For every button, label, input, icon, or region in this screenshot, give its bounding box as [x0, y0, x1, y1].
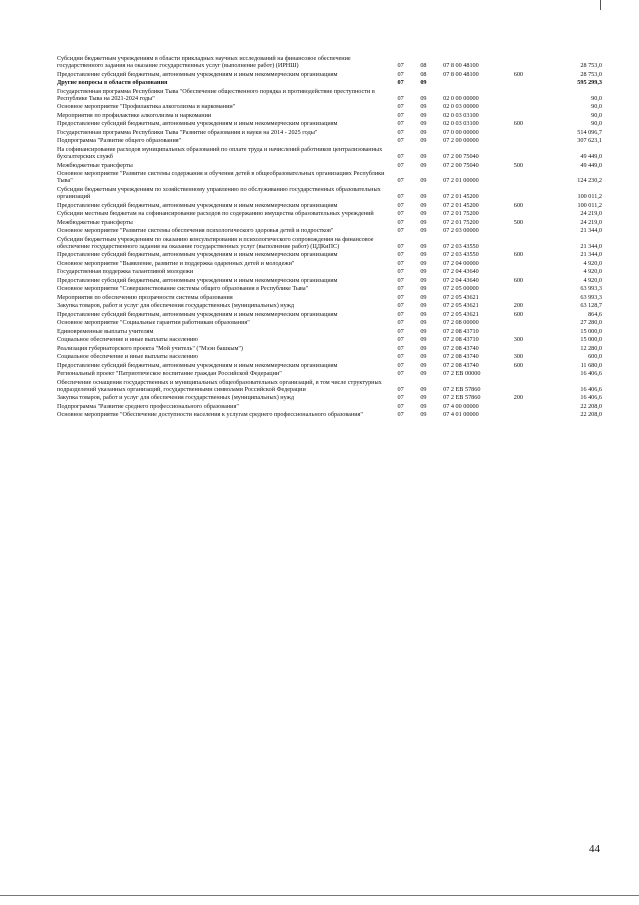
- row-section: 07: [397, 251, 404, 259]
- row-section: 07: [397, 302, 404, 310]
- page-number: 44: [589, 843, 600, 855]
- row-subsection: 09: [420, 193, 427, 201]
- row-subsection: 09: [420, 120, 427, 128]
- row-section: 07: [397, 310, 404, 318]
- row-expense-type: [514, 137, 545, 146]
- table-row: [57, 88, 602, 104]
- row-subsection: 09: [420, 293, 427, 301]
- row-name: Региональный проект "Патриотическое воспитание граждан Российской Федерации": [57, 370, 282, 378]
- row-expense-type: [514, 79, 545, 88]
- table-row: [57, 353, 602, 362]
- table-row: [57, 120, 602, 129]
- table-row: [57, 277, 602, 286]
- row-name: Межбюджетные трансферты: [57, 218, 133, 226]
- row-expense-type: [514, 88, 545, 104]
- row-section: 07: [397, 327, 404, 335]
- row-name: Основное мероприятие "Профилактика алкоголизма и наркомании": [57, 103, 236, 111]
- row-expense-type: [514, 170, 545, 186]
- row-subsection: 09: [420, 153, 427, 161]
- row-expense-type: 200: [513, 394, 523, 402]
- row-expense-type: [514, 379, 545, 395]
- table-row: [57, 210, 602, 219]
- row-expense-type: [514, 112, 545, 121]
- row-amount: 15 000,0: [580, 336, 602, 344]
- row-expense-type: [514, 268, 545, 277]
- row-section: 07: [397, 70, 404, 78]
- row-name: На софинансирование расходов муниципальных образований по оплате труда и начислений работников централизованных бухгалтерских служб: [57, 145, 383, 161]
- row-name: Предоставление субсидий бюджетным, автономным учреждениям и иным некоммерческим организациям: [57, 120, 338, 128]
- row-amount: 90,0: [591, 111, 602, 119]
- row-subsection: 09: [420, 103, 427, 111]
- row-target-article: 07 2 00 00000: [443, 137, 479, 145]
- row-amount: 49 449,0: [580, 161, 602, 169]
- row-subsection: 09: [420, 402, 427, 410]
- row-amount: 100 011,2: [577, 201, 602, 209]
- row-name: Предоставление субсидий бюджетным, автономным учреждениям и иным некоммерческим организациям: [57, 276, 338, 284]
- row-section: 07: [397, 128, 404, 136]
- row-target-article: 07 2 00 75040: [443, 161, 479, 169]
- row-amount: 100 011,2: [577, 193, 602, 201]
- row-amount: 16 406,6: [580, 370, 602, 378]
- row-name: Закупка товаров, работ и услуг для обеспечения государственных (муниципальных) нужд: [57, 302, 295, 310]
- row-subsection: 09: [420, 268, 427, 276]
- row-subsection: 08: [420, 62, 427, 70]
- row-section: 07: [397, 242, 404, 250]
- row-target-article: [443, 79, 514, 88]
- row-section: 07: [397, 201, 404, 209]
- table-row: [57, 236, 602, 252]
- row-target-article: 07 4 01 00000: [443, 411, 479, 419]
- row-target-article: 07 2 08 43710: [443, 327, 479, 335]
- row-section: 07: [397, 276, 404, 284]
- row-target-article: 07 2 05 00000: [443, 285, 479, 293]
- row-expense-type: 500: [513, 218, 523, 226]
- row-amount: 15 000,0: [580, 327, 602, 335]
- table-row: [57, 311, 602, 320]
- row-section: 07: [397, 370, 404, 378]
- row-subsection: 09: [420, 319, 427, 327]
- table-row: [57, 379, 602, 395]
- row-subsection: 09: [420, 385, 427, 393]
- row-amount: 11 680,0: [580, 361, 602, 369]
- row-name: Подпрограмма "Развитие общего образования": [57, 137, 182, 145]
- row-name: Предоставление субсидий бюджетным, автономным учреждениям и иным некоммерческим организациям: [57, 201, 338, 209]
- row-section: 07: [397, 120, 404, 128]
- table-row: [57, 103, 602, 112]
- row-expense-type: 600: [513, 361, 523, 369]
- row-amount: 90,0: [591, 94, 602, 102]
- row-expense-type: 600: [513, 120, 523, 128]
- row-subsection: 09: [420, 227, 427, 235]
- row-target-article: 07 2 04 43640: [443, 276, 479, 284]
- row-subsection: 09: [420, 394, 427, 402]
- row-subsection: 09: [420, 218, 427, 226]
- row-target-article: 07 2 05 43621: [443, 302, 479, 310]
- row-name: Основное мероприятие "Развитие системы содержания и обучения детей в общеобразовательных организациях Республики Тыва": [57, 170, 385, 185]
- row-amount: 12 280,0: [580, 344, 602, 352]
- row-name: Единовременные выплаты учителям: [57, 327, 154, 335]
- row-target-article: 07 2 ЕВ 57860: [443, 394, 481, 402]
- row-amount: 63 993,3: [580, 285, 602, 293]
- row-section: 07: [397, 411, 404, 419]
- row-section: 07: [397, 210, 404, 218]
- table-row: [57, 170, 602, 186]
- table-row: [57, 162, 602, 171]
- row-expense-type: [514, 345, 545, 354]
- row-name: Реализация губернаторского проекта "Мой учитель" ("Мээн башкым"): [57, 344, 243, 352]
- row-amount: 4 920,0: [583, 268, 602, 276]
- row-section: 07: [397, 177, 404, 185]
- row-name: Основное мероприятие "Социальные гарантии работникам образования": [57, 319, 250, 327]
- row-expense-type: [514, 370, 545, 379]
- row-expense-type: [514, 260, 545, 269]
- row-amount: 24 219,0: [580, 218, 602, 226]
- row-section: 07: [397, 344, 404, 352]
- row-expense-type: 600: [513, 251, 523, 259]
- row-expense-type: 300: [513, 353, 523, 361]
- row-expense-type: [514, 403, 545, 412]
- row-amount: 28 753,0: [580, 62, 602, 70]
- scan-mark: [600, 0, 601, 10]
- row-section: 07: [397, 285, 404, 293]
- row-name: Государственная программа Республики Тыва "Развитие образования и науки на 2014 - 2025 годы": [57, 128, 318, 136]
- row-subsection: 09: [420, 302, 427, 310]
- row-expense-type: 300: [513, 336, 523, 344]
- row-name: Подпрограмма "Развитие среднего профессионального образования": [57, 402, 239, 410]
- row-name: Государственная программа Республики Тыва "Обеспечение общественного порядка и противодействие преступности в Республике Тыва на 2021-2024 годы": [57, 87, 375, 102]
- row-subsection: 09: [420, 94, 427, 102]
- table-row: [57, 411, 602, 420]
- row-target-article: 07 2 08 43740: [443, 361, 479, 369]
- row-amount: 4 920,0: [583, 259, 602, 267]
- row-amount: 90,0: [591, 120, 602, 128]
- row-target-article: 07 2 01 00000: [443, 177, 479, 185]
- row-amount: 49 449,0: [580, 153, 602, 161]
- row-target-article: 07 2 00 75040: [443, 153, 479, 161]
- row-section: 07: [397, 361, 404, 369]
- row-expense-type: 500: [513, 161, 523, 169]
- row-expense-type: [514, 294, 545, 303]
- row-amount: 595 299,3: [577, 79, 602, 87]
- row-section: 07: [397, 293, 404, 301]
- row-name: Субсидии бюджетным учреждениям по оказанию консультирования и психологического сопровождения на финансовое обеспечение государственного задания на оказание государственных услуг (выполнение работ) (ЦДКиПС): [57, 235, 374, 250]
- row-subsection: 08: [420, 70, 427, 78]
- row-amount: 21 344,0: [580, 227, 602, 235]
- row-expense-type: 600: [513, 310, 523, 318]
- row-section: 07: [397, 137, 404, 145]
- row-subsection: 09: [420, 285, 427, 293]
- table-row: [57, 251, 602, 260]
- row-target-article: 07 8 00 48100: [443, 70, 479, 78]
- budget-table: [57, 55, 602, 420]
- row-section: 07: [397, 161, 404, 169]
- row-target-article: 07 2 01 75200: [443, 218, 479, 226]
- row-target-article: 07 2 05 43621: [443, 310, 479, 318]
- row-section: 07: [397, 153, 404, 161]
- row-amount: 124 230,2: [577, 177, 602, 185]
- row-target-article: 07 2 05 43621: [443, 293, 479, 301]
- row-section: 07: [397, 227, 404, 235]
- row-name: Основное мероприятие "Обеспечение доступности населения к услугам среднего профессионального образования": [57, 411, 363, 419]
- table-row: [57, 285, 602, 294]
- row-target-article: 07 2 08 43740: [443, 353, 479, 361]
- row-amount: 4 920,0: [583, 276, 602, 284]
- row-section: 07: [397, 394, 404, 402]
- row-section: 07: [397, 103, 404, 111]
- row-amount: 63 993,3: [580, 293, 602, 301]
- row-subsection: 09: [420, 161, 427, 169]
- table-row: [57, 71, 602, 80]
- row-section: 07: [397, 79, 404, 87]
- row-subsection: 09: [420, 111, 427, 119]
- row-name: Субсидии бюджетным учреждениям по хозяйственному управлению по обслуживанию государственных образовательных организаций: [57, 185, 381, 201]
- table-row: [57, 129, 602, 138]
- row-name: Мероприятия по профилактике алкоголизма и наркомании: [57, 111, 212, 119]
- table-row: [57, 328, 602, 337]
- table-row: [57, 137, 602, 146]
- row-subsection: 09: [420, 344, 427, 352]
- row-subsection: 09: [420, 361, 427, 369]
- row-expense-type: 200: [513, 302, 523, 310]
- row-name: Предоставление субсидий бюджетным, автономным учреждениям и иным некоммерческим организациям: [57, 310, 338, 318]
- row-subsection: 09: [420, 370, 427, 378]
- table-row: [57, 370, 602, 379]
- row-section: 07: [397, 259, 404, 267]
- bottom-rule: [0, 895, 639, 896]
- row-target-article: 07 2 01 75200: [443, 210, 479, 218]
- row-amount: 16 406,6: [580, 385, 602, 393]
- table-row: [57, 403, 602, 412]
- table-row: [57, 219, 602, 228]
- row-name: Государственная поддержка талантливой молодежи: [57, 268, 194, 276]
- row-expense-type: 600: [513, 70, 523, 78]
- row-amount: 90,0: [591, 103, 602, 111]
- row-expense-type: [514, 328, 545, 337]
- row-section: 07: [397, 218, 404, 226]
- table-row: [57, 394, 602, 403]
- row-target-article: 02 0 00 00000: [443, 94, 479, 102]
- table-row: [57, 227, 602, 236]
- row-name: Социальное обеспечение и иные выплаты населению: [57, 336, 198, 344]
- row-amount: 16 406,6: [580, 394, 602, 402]
- row-subsection: 09: [420, 353, 427, 361]
- row-expense-type: [514, 55, 545, 71]
- row-expense-type: [514, 227, 545, 236]
- row-section: 07: [397, 336, 404, 344]
- row-expense-type: [514, 186, 545, 202]
- row-amount: 63 128,7: [580, 302, 602, 310]
- row-amount: 22 208,0: [580, 402, 602, 410]
- row-amount: 21 344,0: [580, 242, 602, 250]
- table-row: [57, 260, 602, 269]
- row-section: 07: [397, 62, 404, 70]
- row-name: Предоставление субсидий бюджетным, автономным учреждениям и иным некоммерческим организациям: [57, 70, 338, 78]
- row-section: 07: [397, 94, 404, 102]
- row-name: Межбюджетные трансферты: [57, 161, 133, 169]
- row-subsection: 09: [420, 79, 427, 87]
- table-row: [57, 186, 602, 202]
- row-name: Мероприятия по обеспечению прозрачности системы образования: [57, 293, 233, 301]
- row-section: 07: [397, 402, 404, 410]
- table-row: [57, 202, 602, 211]
- row-target-article: 07 2 01 45200: [443, 201, 479, 209]
- row-target-article: 07 4 00 00000: [443, 402, 479, 410]
- row-subsection: 09: [420, 177, 427, 185]
- row-subsection: 09: [420, 251, 427, 259]
- table-row: [57, 362, 602, 371]
- row-amount: 24 219,0: [580, 210, 602, 218]
- row-expense-type: [514, 236, 545, 252]
- row-amount: 864,6: [588, 310, 602, 318]
- row-expense-type: [514, 146, 545, 162]
- row-target-article: 07 2 03 43550: [443, 242, 479, 250]
- row-subsection: 09: [420, 137, 427, 145]
- row-target-article: 07 2 08 00000: [443, 319, 479, 327]
- table-row: [57, 79, 602, 88]
- table-row: [57, 345, 602, 354]
- row-target-article: 02 0 03 03100: [443, 120, 479, 128]
- row-target-article: 07 2 03 43550: [443, 251, 479, 259]
- row-amount: 28 753,0: [580, 70, 602, 78]
- row-target-article: 07 2 08 43740: [443, 344, 479, 352]
- row-name: Предоставление субсидий бюджетным, автономным учреждениям и иным некоммерческим организациям: [57, 361, 338, 369]
- row-amount: 514 096,7: [577, 128, 602, 136]
- row-subsection: 09: [420, 411, 427, 419]
- row-target-article: 07 2 08 43710: [443, 336, 479, 344]
- row-target-article: 07 0 00 00000: [443, 128, 479, 136]
- row-section: 07: [397, 268, 404, 276]
- row-target-article: 02 0 03 00000: [443, 103, 479, 111]
- row-target-article: 07 2 03 00000: [443, 227, 479, 235]
- row-name: Субсидии местным бюджетам на софинансирование расходов по содержанию имущества образовательных учреждений: [57, 210, 374, 218]
- table-row: [57, 112, 602, 121]
- row-target-article: 07 8 00 48100: [443, 62, 479, 70]
- table-row: [57, 55, 602, 71]
- row-section: 07: [397, 319, 404, 327]
- table-row: [57, 294, 602, 303]
- row-expense-type: 600: [513, 201, 523, 209]
- row-target-article: 07 2 04 43640: [443, 268, 479, 276]
- row-target-article: 07 2 ЕВ 00000: [443, 370, 481, 378]
- budget-table-body: [57, 55, 602, 420]
- row-name: Обеспечение оснащения государственных и муниципальных общеобразовательных организаций, в том числе структурных подразделений указанных организаций, государственными символами Российской Федерации: [57, 378, 382, 393]
- row-amount: 600,0: [588, 353, 602, 361]
- row-expense-type: [514, 319, 545, 328]
- row-subsection: 09: [420, 201, 427, 209]
- row-target-article: 02 0 03 03100: [443, 111, 479, 119]
- row-name: Предоставление субсидий бюджетным, автономным учреждениям и иным некоммерческим организациям: [57, 251, 338, 259]
- table-row: [57, 302, 602, 311]
- row-expense-type: [514, 285, 545, 294]
- row-expense-type: [514, 129, 545, 138]
- row-subsection: 09: [420, 242, 427, 250]
- row-expense-type: [514, 103, 545, 112]
- row-name: Основное мероприятие "Развитие системы обеспечения психологического здоровья детей и подростков": [57, 227, 334, 235]
- table-row: [57, 319, 602, 328]
- row-subsection: 09: [420, 327, 427, 335]
- row-expense-type: [514, 210, 545, 219]
- row-name: Другие вопросы в области образования: [57, 79, 168, 87]
- row-target-article: 07 2 ЕВ 57860: [443, 385, 481, 393]
- row-section: 07: [397, 385, 404, 393]
- row-subsection: 09: [420, 128, 427, 136]
- row-amount: 22 208,0: [580, 411, 602, 419]
- row-name: Социальное обеспечение и иные выплаты населению: [57, 353, 198, 361]
- row-amount: 21 344,0: [580, 251, 602, 259]
- row-amount: 27 280,0: [580, 319, 602, 327]
- row-subsection: 09: [420, 259, 427, 267]
- row-section: 07: [397, 193, 404, 201]
- row-subsection: 09: [420, 336, 427, 344]
- table-row: [57, 146, 602, 162]
- row-name: Основное мероприятие "Выявление, развитие и поддержка одаренных детей и молодежи": [57, 259, 295, 267]
- row-name: Основное мероприятие "Совершенствование системы общего образования в Республике Тыва": [57, 285, 309, 293]
- row-target-article: 07 2 04 00000: [443, 259, 479, 267]
- row-subsection: 09: [420, 210, 427, 218]
- row-name: Закупка товаров, работ и услуг для обеспечения государственных (муниципальных) нужд: [57, 394, 295, 402]
- row-section: 07: [397, 353, 404, 361]
- row-section: 07: [397, 111, 404, 119]
- row-target-article: 07 2 01 45200: [443, 193, 479, 201]
- table-row: [57, 268, 602, 277]
- row-subsection: 09: [420, 276, 427, 284]
- table-row: [57, 336, 602, 345]
- row-subsection: 09: [420, 310, 427, 318]
- row-amount: 307 623,1: [577, 137, 602, 145]
- row-name: Субсидии бюджетным учреждениям в области прикладных научных исследований на финансовое обеспечение государственного задания на оказание государственных услуг (выполнение работ) (ИРНШ): [57, 55, 351, 70]
- row-expense-type: [514, 411, 545, 420]
- row-expense-type: 600: [513, 276, 523, 284]
